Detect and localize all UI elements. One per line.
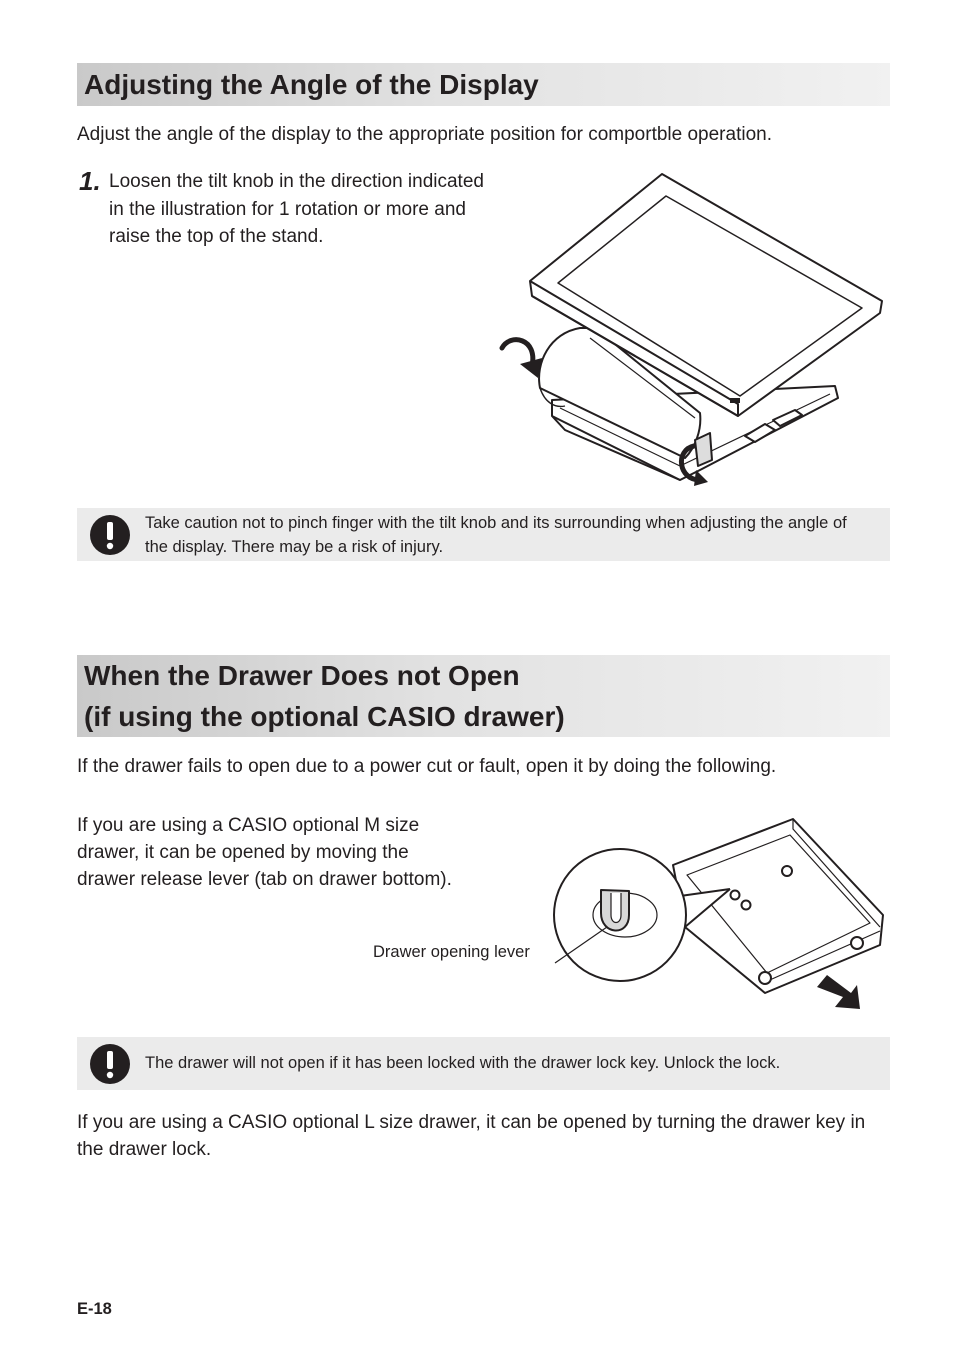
heading-text: Adjusting the Angle of the Display (84, 69, 539, 100)
lever-label: Drawer opening lever (373, 943, 530, 961)
step-text: Loosen the tilt knob in the direction indicated in the illustration for 1 rotation or more and raise the top of the stand. (109, 171, 484, 247)
heading-text-line1: When the Drawer Does not Open (84, 660, 520, 691)
page-number: E-18 (77, 1300, 112, 1318)
drawer-intro-paragraph: If the drawer fails to open due to a power cut or fault, open it by doing the following. (77, 756, 777, 777)
display-tilt-illustration (490, 168, 890, 493)
exclamation-icon (89, 1043, 131, 1085)
section-heading-drawer (77, 655, 890, 737)
caution-box-lock (77, 1037, 890, 1090)
l-drawer-paragraph: If you are using a CASIO optional L size drawer, it can be opened by turning the drawer key in the drawer lock. (77, 1112, 866, 1160)
heading-text-line2: (if using the optional CASIO drawer) (84, 701, 565, 732)
drawer-bottom-illustration (545, 815, 890, 1015)
m-drawer-paragraph: If you are using a CASIO optional M size drawer, it can be opened by moving the drawer release lever (tab on drawer bottom). (77, 815, 452, 890)
exclamation-icon (89, 514, 131, 556)
intro-paragraph: Adjust the angle of the display to the appropriate position for comportble operation. (77, 124, 772, 145)
step-number: 1. (79, 166, 101, 196)
caution-box-tilt (77, 508, 890, 561)
caution-text: The drawer will not open if it has been locked with the drawer lock key. Unlock the lock. (145, 1054, 781, 1072)
section-heading-display-angle (77, 63, 890, 106)
caution-text: Take caution not to pinch finger with the tilt knob and its surrounding when adjusting the angle of the display. There may be a risk of injury. (145, 514, 847, 556)
